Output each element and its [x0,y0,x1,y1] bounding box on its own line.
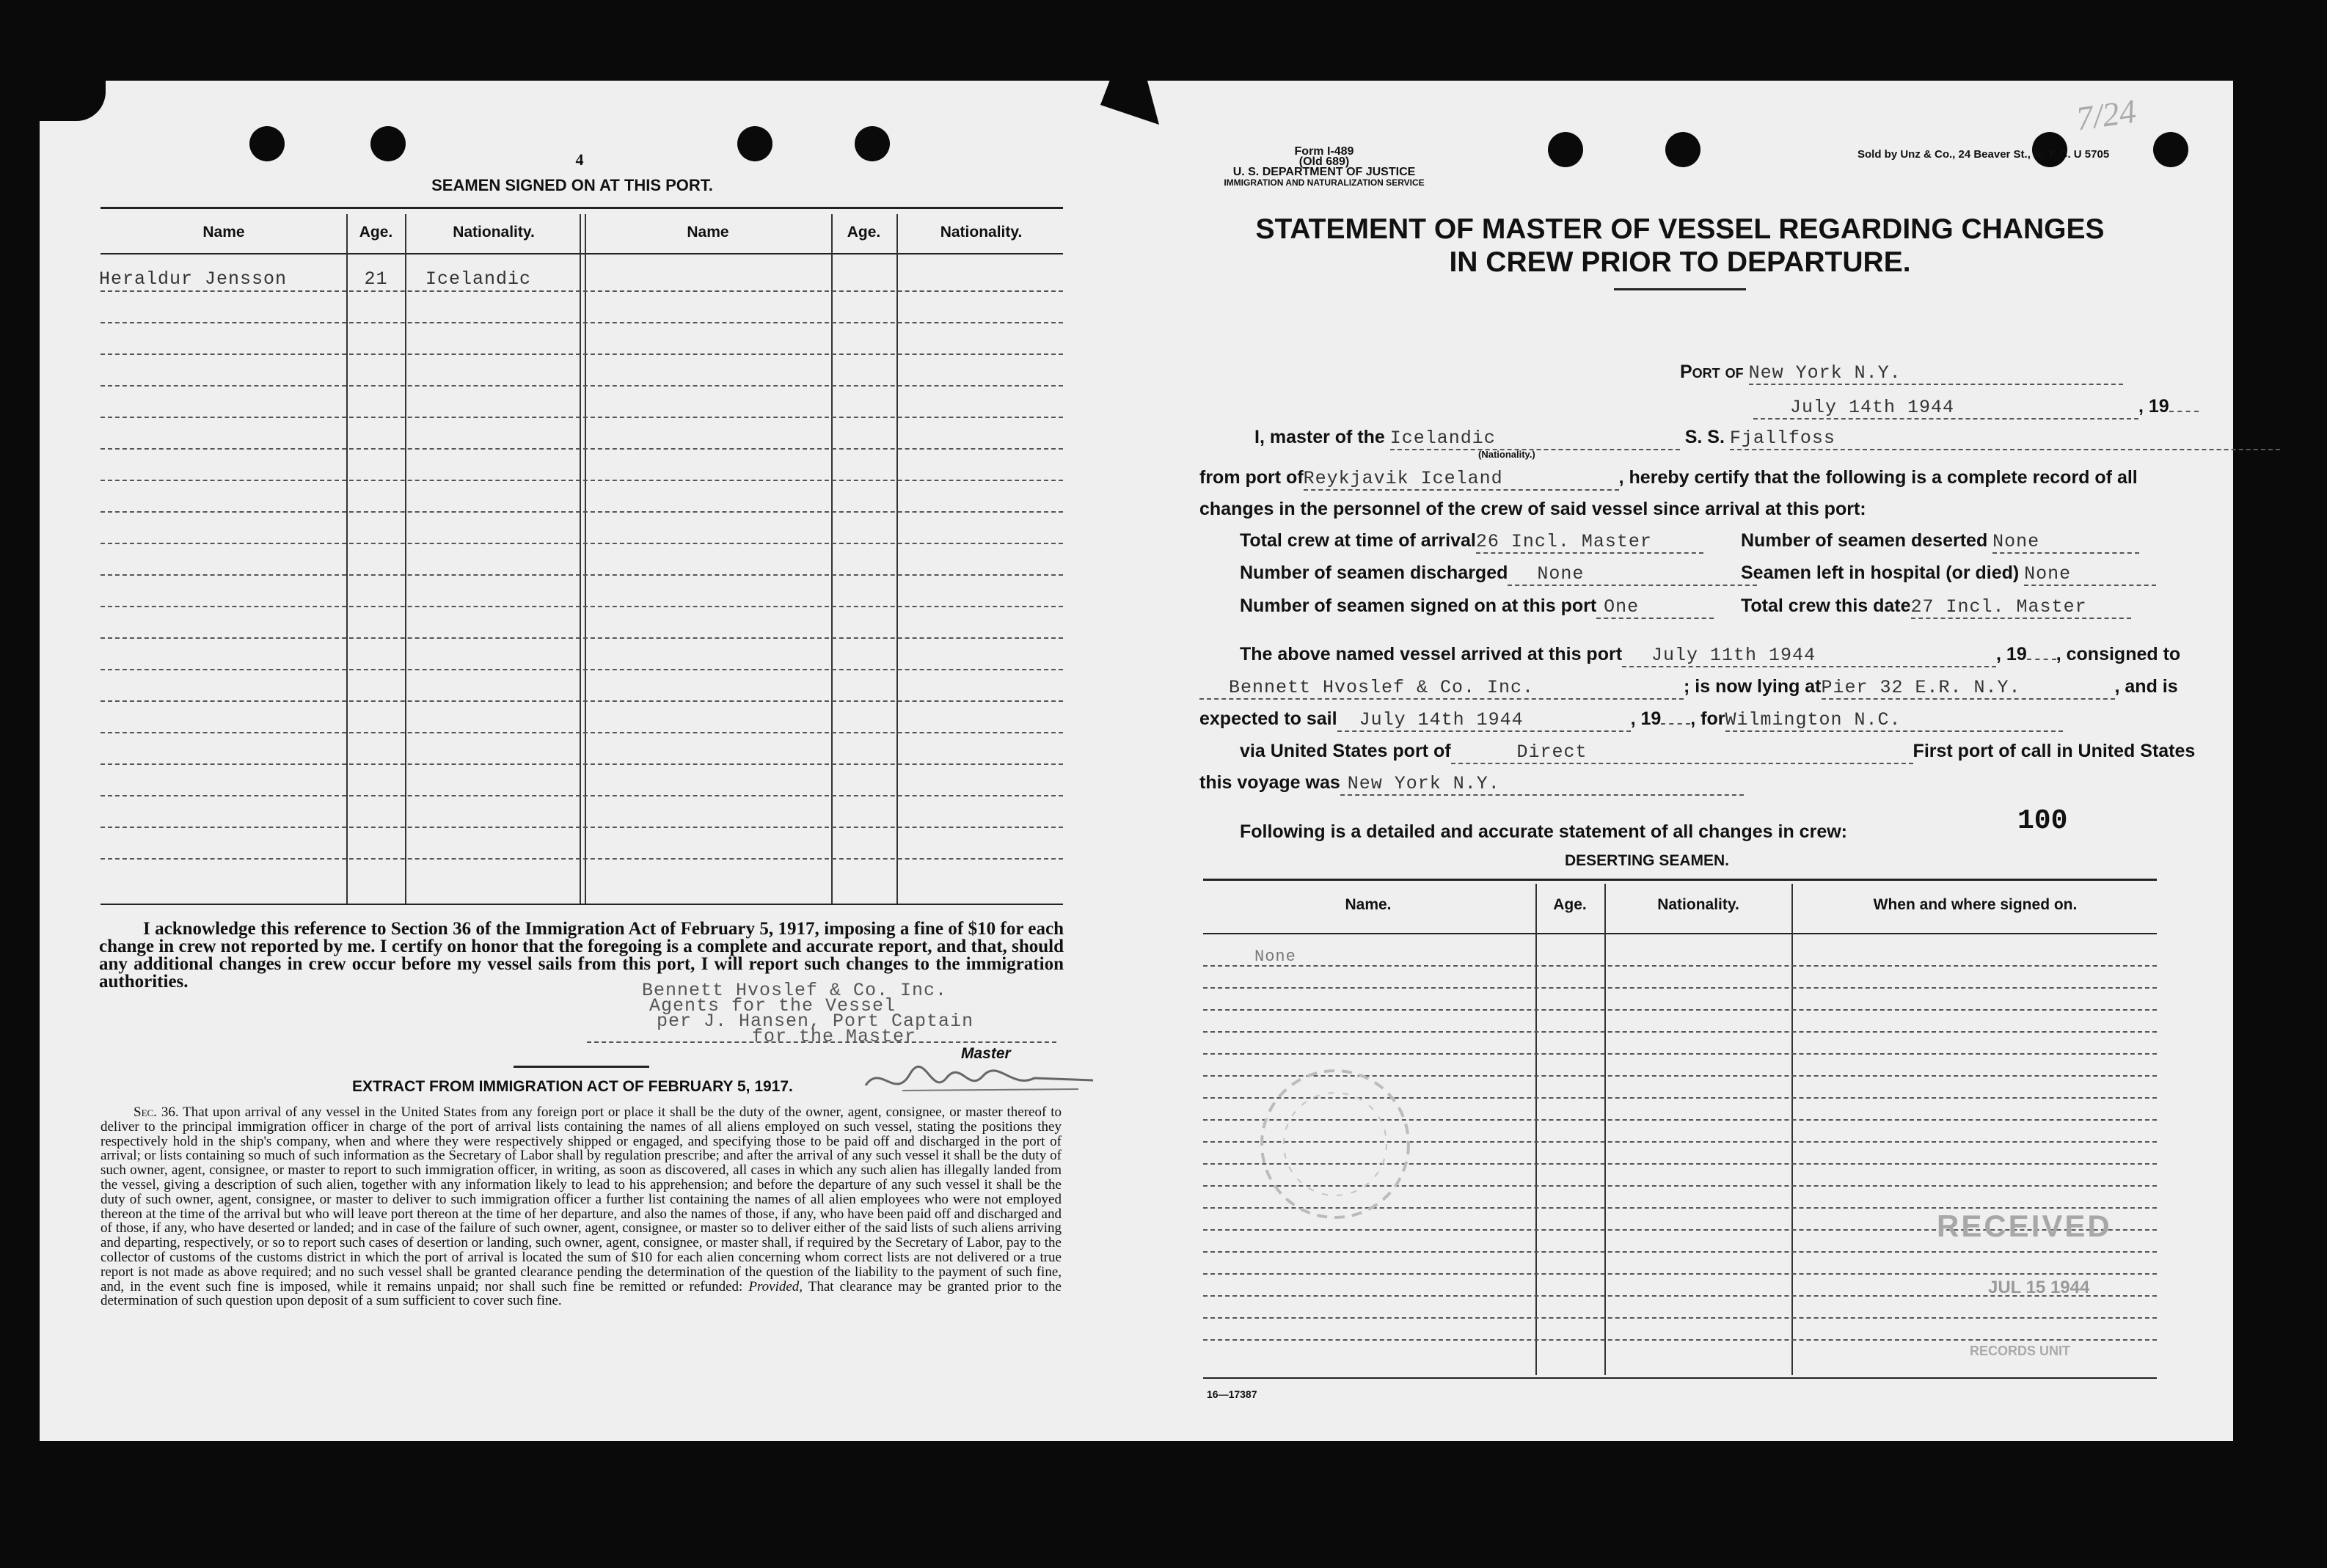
lying-value: Pier 32 E.R. N.Y. [1822,677,2115,700]
changes-text: changes in the personnel of the crew of said vessel since arrival at this port: [1199,499,1866,519]
agent-stamp-line: Agents for the Vessel [649,995,896,1016]
certify-text: , hereby certify that the following is a complete record of all [1618,467,2138,488]
printer-imprint: Sold by Unz & Co., 24 Beaver St., N. Y. C. U 5705 [1857,148,2110,161]
signed-on-value: One [1596,596,1714,619]
table-row-line [101,480,1063,481]
signature-line [587,1041,1056,1043]
deserting-col-signed-on: When and where signed on. [1873,896,2078,913]
crew-arrival-value: 26 Incl. Master [1476,531,1703,554]
table-row-line [101,763,1063,765]
punch-hole [737,126,772,161]
acknowledgement-text: I acknowledge this reference to Section 36 of the Immigration Act of February 5, 1917, imposing a fine of $10 for each change in crew not reported by me. I certify on honor that the foregoing is a complete and accurate report, and that, should any additional changes in crew occur before my vessel sails from this port, I will report such changes to the immigration authorities. [99,919,1064,992]
signed-on-label: Number of seamen signed on at this port [1240,596,1597,616]
table-row-line [101,637,1063,639]
from-port-label: from port of [1199,467,1304,488]
punch-hole [249,126,285,161]
deserting-title: DESERTING SEAMEN. [1564,852,1730,869]
ss-label: S. S. [1684,427,1725,447]
table-row-line [101,511,1063,513]
date-value: July 14th 1944 [1753,397,2138,420]
deserting-row-line [1203,1009,2157,1011]
deserting-bottom-rule [1203,1377,2157,1379]
ship-name-value: Fjallfoss [1730,428,2280,450]
expected-year-blank [1661,723,1690,725]
date-suffix: , 19 [2138,396,2169,417]
col-divider [831,214,833,904]
col-divider-double [580,214,586,904]
col-header-nationality-2: Nationality. [940,224,1023,241]
received-date-stamp: JUL 15 1944 [1988,1278,2090,1297]
seaman-age: 21 [364,268,388,290]
footer-code: 16—17387 [1207,1388,1257,1400]
table-row-line [101,669,1063,670]
extract-proviso: Provided, [748,1278,803,1294]
discharged-value: None [1508,563,1757,586]
hospital-label: Seamen left in hospital (or died) [1741,563,2020,583]
table-bottom-rule [101,904,1063,905]
via-value: Direct [1451,741,1913,764]
from-port-value: Reykjavik Iceland [1304,468,1619,491]
and-is-label: , and is [2114,676,2178,697]
punch-hole [855,126,890,161]
col-header-nationality: Nationality. [453,224,535,241]
section-title: SEAMEN SIGNED ON AT THIS PORT. [431,176,713,194]
form-title [1188,213,2171,279]
crew-arrival-label: Total crew at time of arrival [1240,530,1476,551]
table-row-line [101,353,1063,355]
agent-stamp [642,980,974,1047]
from-port-line [1199,467,2138,491]
agent-stamp-line: for the Master [752,1026,917,1047]
arrived-value: July 11th 1944 [1622,645,1996,667]
received-stamp: RECEIVED [1937,1209,2112,1243]
voyage-value: New York N.Y. [1340,773,1744,796]
via-label: via United States port of [1240,741,1451,761]
voyage-label: this voyage was [1199,772,1340,793]
col-divider [896,214,898,904]
first-port-label: First port of call in United States [1913,741,2196,761]
table-row-line [101,827,1063,828]
arrived-year-suffix: , 19 [1996,644,2027,664]
form-title-line-2: IN CREW PRIOR TO DEPARTURE. [1449,246,1911,278]
hospital-value: None [2024,563,2156,586]
table-row-line [101,543,1063,544]
col-header-name-2: Name [687,224,729,241]
table-row-line [101,858,1063,860]
deserting-row-line [1203,965,2157,967]
table-row-line [101,700,1063,702]
deserting-row-line [1203,1317,2157,1319]
deserting-col-name: Name. [1345,896,1392,913]
table-row-line [101,385,1063,386]
expected-year-suffix: , 19 [1630,708,1662,729]
nationality-caption: (Nationality.) [1478,449,1535,460]
table-row-line [101,732,1063,733]
deserted-line [1741,530,2139,554]
page-number: 4 [575,150,584,169]
col-header-age-2: Age. [847,224,881,241]
seaman-nationality: Icelandic [425,268,532,290]
form-header [1181,147,1467,188]
discharged-line [1240,563,1757,586]
nationality-value: Icelandic [1390,428,1680,450]
consignee-value: Bennett Hvoslef & Co. Inc. [1199,677,1684,700]
punch-hole [370,126,406,161]
col-divider [1604,884,1606,1375]
received-unit-stamp: RECORDS UNIT [1970,1344,2071,1358]
deserting-row-line [1203,1273,2157,1275]
extract-body [101,1105,1062,1308]
port-value: New York N.Y. [1749,362,2123,385]
form-number: Form I-489 [1294,145,1354,158]
voyage-line [1199,772,1744,796]
deserting-col-nationality: Nationality. [1657,896,1739,913]
corner-handwritten-note: 7/24 [2073,92,2138,138]
via-line [1240,741,2195,764]
seaman-name: Heraldur Jensson [99,268,288,290]
deserted-label: Number of seamen deserted [1741,530,1988,551]
deserting-col-age: Age. [1553,896,1587,913]
crew-arrival-line [1240,530,1703,554]
hospital-line [1741,563,2156,586]
master-line [1254,427,2280,450]
extract-rule [514,1066,649,1068]
arrived-year-blank [2027,659,2056,660]
punch-hole [2153,132,2188,167]
deserting-row-line [1203,1251,2157,1253]
table-row-line [101,795,1063,796]
master-signature [858,1060,1100,1104]
table-row-line [101,606,1063,607]
extract-tail: That clearance may be granted prior to the determination of such question upon deposit of a sum sufficient to cover such fine. [101,1278,1062,1309]
old-form-number: (Old 689) [1298,155,1350,168]
table-row-line [101,417,1063,418]
lying-label: ; is now lying at [1684,676,1822,697]
total-crew-date-label: Total crew this date [1741,596,1911,616]
port-line [1680,362,2123,385]
col-header-age: Age. [359,224,393,241]
col-header-name: Name [202,224,245,241]
arrived-line [1240,644,2180,667]
following-text: Following is a detailed and accurate statement of all changes in crew: [1240,821,1847,842]
expected-label: expected to sail [1199,708,1337,729]
for-label: , for [1690,708,1725,729]
extract-title: EXTRACT FROM IMMIGRATION ACT OF FEBRUARY 5, 1917. [352,1078,793,1095]
arrived-label: The above named vessel arrived at this port [1240,644,1623,664]
col-divider [1535,884,1537,1375]
date-line [1753,396,2199,420]
deserting-row-line [1203,987,2157,989]
consignee-line [1199,676,2178,700]
deserted-value: None [1992,531,2139,554]
deserting-row-line [1203,1031,2157,1033]
consigned-label: , consigned to [2056,644,2181,664]
deserting-header-rule [1203,933,2157,934]
punch-hole [1665,132,1700,167]
stamp-number: 100 [2017,805,2068,837]
total-crew-date-line [1741,596,2131,619]
punch-hole [1548,132,1583,167]
expected-line [1199,708,2063,732]
discharged-label: Number of seamen discharged [1240,563,1508,583]
total-crew-date-value: 27 Incl. Master [1911,596,2131,619]
date-blank [2169,411,2199,412]
agent-stamp-line: Bennett Hvoslef & Co. Inc. [642,980,948,1001]
circular-stamp [1247,1056,1423,1232]
signed-on-line [1240,596,1714,619]
agent-stamp-line: per J. Hansen, Port Captain [657,1011,974,1032]
deserting-none: None [1254,948,1296,966]
col-divider [405,214,406,904]
table-top-rule [101,207,1063,209]
for-value: Wilmington N.C. [1725,709,2063,732]
col-divider [346,214,348,904]
title-rule [1614,288,1746,290]
table-row-line [101,322,1063,323]
port-label: Port of [1680,362,1744,382]
deserting-row-line [1203,1339,2157,1341]
expected-value: July 14th 1944 [1337,709,1631,732]
department: U. S. DEPARTMENT OF JUSTICE [1232,166,1416,178]
extract-main-text: That upon arrival of any vessel in the United States from any foreign port or place it shall be the duty of the owner, agent, consignee, or master thereof to deliver to the principal immigration officer in charge of the port of arrival lists containing the names of all aliens employed on such vessel, stating the positions they respectively hold in the ship's company, when and where they were respectively shipped or engaged, and specifying those to be paid off and discharged in the port of arrival; or lists containing so much of such information as the Secretary of Labor shall by regulation prescribe; and after the arrival of any such vessel it shall be the duty of such owner, agent, consignee, or master to report to such immigration officer, in writing, as soon as discovered, all cases in which any such alien has illegally landed from the vessel, giving a description of such alien, together with any information likely to lead to his apprehension; and before the departure of any such vessel it shall be the duty of such owner, agent, consignee, or master to deliver to such immigration officer a further list containing the names of all alien employees who were not employed thereon at the time of the arrival but who will leave port thereon at the time of her departure, and also the names of those, if any, who have been paid off and discharged and of those, if any, who have deserted or landed; and in case of the failure of such owner, agent, consignee, or master so to deliver either of the said lists of such aliens arriving and departing, respectively, or so to report such cases of desertion or landing, such owner, agent, consignee, or master shall, if required by the Secretary of Labor, pay to the collector of customs of the customs district in which the port of arrival is located the sum of $10 for each alien concerning whom correct lists are not delivered or a true report is not made as above required; and no such vessel shall be granted clearance pending the determination of the question of the liability to the payment of such fine, and, in the event such fine is imposed, while it remains unpaid; nor shall such fine be remitted or refunded: [101,1104,1062,1294]
service: IMMIGRATION AND NATURALIZATION SERVICE [1224,177,1425,188]
deserting-row-line [1203,1053,2157,1055]
signature-label: Master [961,1045,1011,1062]
form-title-line-1: STATEMENT OF MASTER OF VESSEL REGARDING CHANGES [1255,213,2105,245]
table-row-line [101,574,1063,576]
extract-section-lead: Sec. 36. [134,1104,179,1120]
col-divider [1791,884,1793,1375]
table-row-line [101,290,1063,292]
deserting-top-rule [1203,879,2157,881]
table-row-line [101,448,1063,450]
master-of-label: I, master of the [1254,427,1385,447]
